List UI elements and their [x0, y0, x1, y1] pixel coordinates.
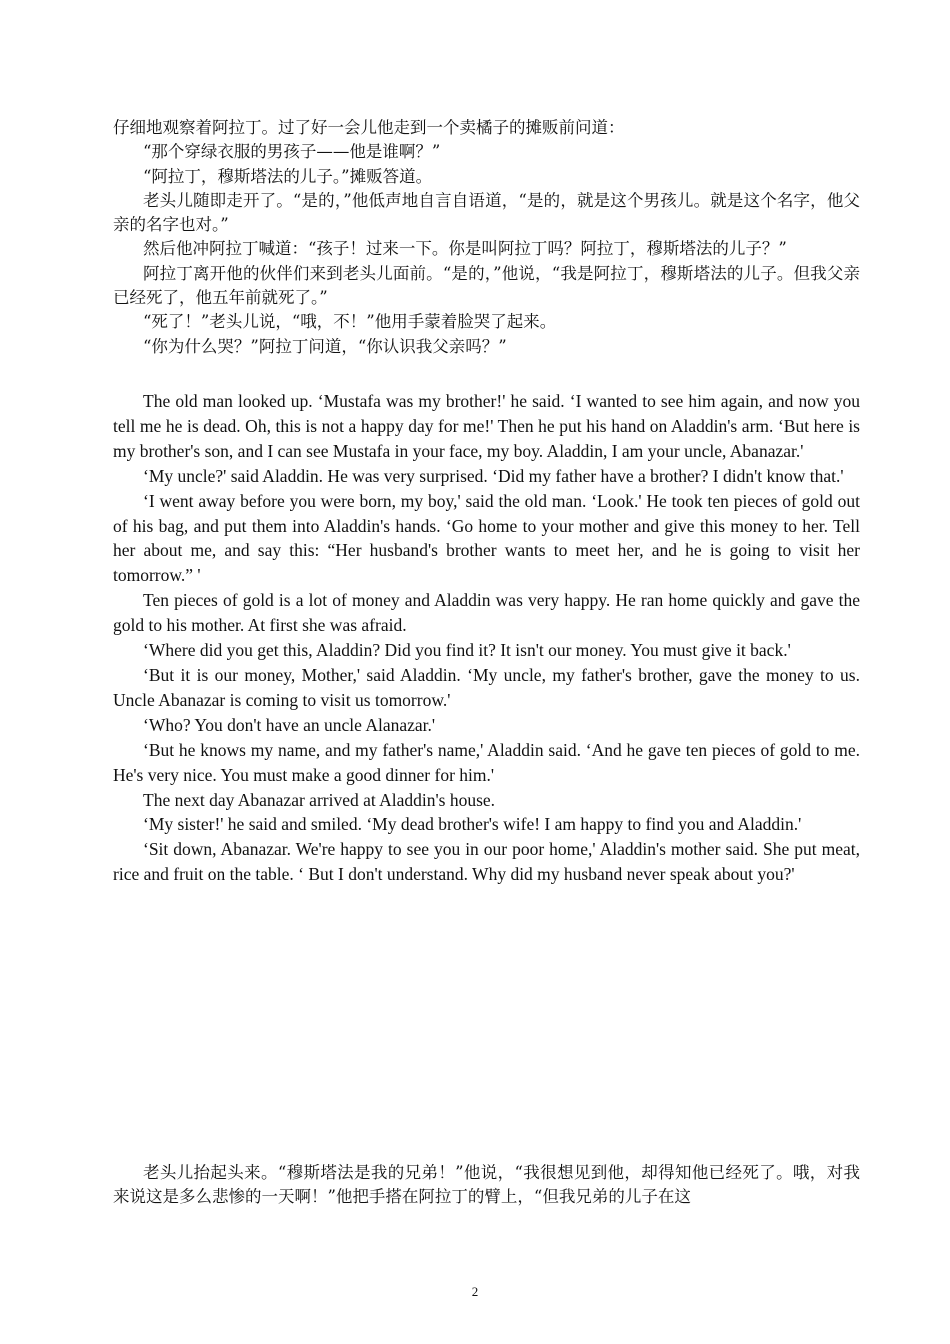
paragraph: ‘Who? You don't have an uncle Alanazar.' — [143, 714, 436, 735]
paragraph: ‘My uncle?' said Aladdin. He was very surprised. ‘Did my father have a brother? I didn't know that.' — [143, 465, 844, 486]
paragraph: Ten pieces of gold is a lot of money and Aladdin was very happy. He ran home quickly and gave the gold to his mother. At first she was afraid. — [113, 590, 860, 636]
paragraph: “那个穿绿衣服的男孩子——他是谁啊？” — [143, 142, 441, 162]
paragraph: ‘I went away before you were born, my boy,' said the old man. ‘Look.' He took ten pieces of gold out of his bag, and put them into Aladdin's hands. ‘Go home to your mother and give this money to her. Tell her about me, and say this: “Her husband's brother wants to meet her, and he is going to visit her tomorrow.” ' — [113, 490, 860, 586]
english-passage — [113, 389, 860, 887]
page-number: 2 — [471, 1284, 479, 1299]
paragraph: ‘Sit down, Abanazar. We're happy to see you in our poor home,' Aladdin's mother said. She put meat, rice and fruit on the table. ‘ But I don't understand. Why did my husband never speak about you?' — [113, 839, 860, 885]
paragraph: ‘My sister!' he said and smiled. ‘My dead brother's wife! I am happy to find you and Aladdin.' — [143, 814, 802, 835]
chinese-passage-bottom — [113, 1161, 860, 1210]
paragraph: 老头儿随即走开了。“是的，”他低声地自言自语道，“是的，就是这个男孩儿。就是这个名字，他父亲的名字也对。” — [113, 190, 860, 235]
paragraph: The next day Abanazar arrived at Aladdin's house. — [143, 789, 496, 810]
paragraph: 仔细地观察着阿拉丁。过了好一会儿他走到一个卖橘子的摊贩前问道： — [113, 118, 625, 137]
paragraph: ‘Where did you get this, Aladdin? Did you find it? It isn't our money. You must give it back.' — [143, 640, 791, 661]
paragraph: 然后他冲阿拉丁喊道：“孩子！过来一下。你是叫阿拉丁吗？阿拉丁，穆斯塔法的儿子？” — [143, 239, 787, 259]
paragraph: The old man looked up. ‘Mustafa was my brother!' he said. ‘I wanted to see him again, and now you tell me he is dead. Oh, this is not a happy day for me!' Then he put his hand on Aladdin's arm. ‘But here is my brother's son, and I can see Mustafa in your face, my boy. Aladdin, I am your uncle, Abanazar.' — [113, 391, 860, 461]
chinese-passage-top — [113, 116, 860, 359]
paragraph: “你为什么哭？”阿拉丁问道，“你认识我父亲吗？” — [143, 336, 507, 356]
paragraph: 老头儿抬起头来。“穆斯塔法是我的兄弟！”他说，“我很想见到他，却得知他已经死了。哦，对我来说这是多么悲惨的一天啊！”他把手搭在阿拉丁的臂上，“但我兄弟的儿子在这 — [113, 1163, 860, 1207]
paragraph: “阿拉丁，穆斯塔法的儿子。”摊贩答道。 — [143, 166, 433, 186]
paragraph: “死了！”老头儿说，“哦，不！”他用手蒙着脸哭了起来。 — [143, 312, 557, 332]
paragraph: ‘But it is our money, Mother,' said Aladdin. ‘My uncle, my father's brother, gave the money to us. Uncle Abanazar is coming to visit us tomorrow.' — [113, 664, 860, 710]
paragraph: 阿拉丁离开他的伙伴们来到老头儿面前。“是的，”他说，“我是阿拉丁，穆斯塔法的儿子。但我父亲已经死了，他五年前就死了。” — [113, 263, 860, 308]
paragraph: ‘But he knows my name, and my father's name,' Aladdin said. ‘And he gave ten pieces of gold to me. He's very nice. You must make a good dinner for him.' — [113, 739, 860, 785]
